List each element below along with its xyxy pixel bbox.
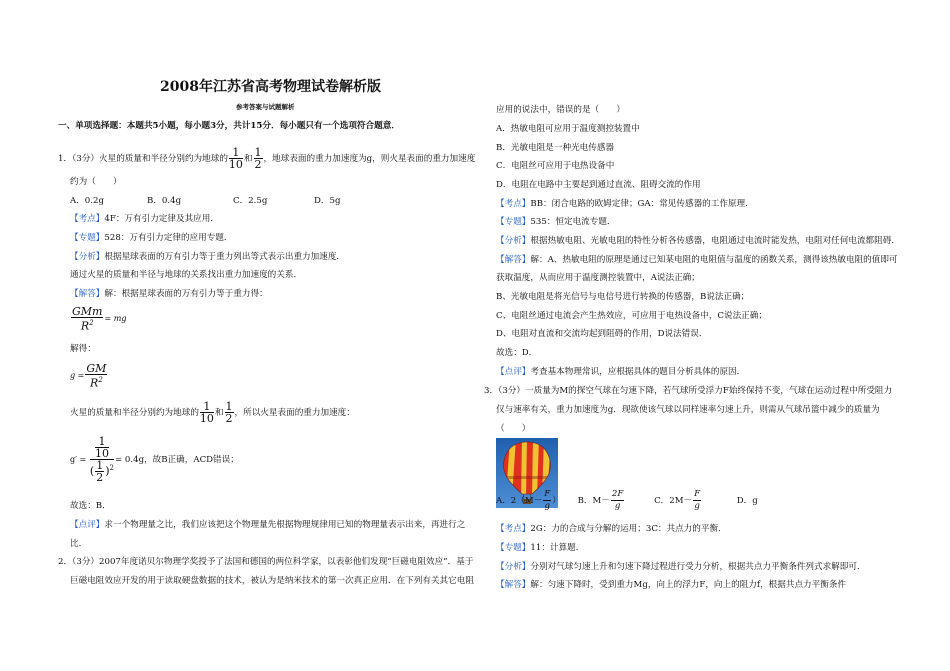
q2-kaodian: 【考点】BB：闭合电路的欧姆定律；GA：常见传感器的工作原理．	[496, 199, 754, 209]
q2-option-b: B．光敏电阻是一种光电传感器	[496, 143, 615, 153]
q2-option-d: D．电阻在电路中主要起到通过直流、阻碍交流的作用	[496, 180, 701, 190]
q3-stem-3: （ ）	[496, 424, 531, 434]
q1-option-d: D．5g	[314, 196, 341, 206]
q1-equation-2: g = $\frac{GM}{R^2}$	[70, 361, 107, 390]
q1-option-b: B．0.4g	[147, 196, 182, 206]
q2-jieda-4: C、电阻丝通过电流会产生热效应，可应用于电热设备中，C说法正确；	[496, 311, 767, 321]
q3-jieda: 【解答】解：匀速下降时，受到重力Mg，向上的浮力F，向上的阻力f，根据共点力平衡条件	[496, 580, 847, 590]
q1-mars-text: 火星的质量和半径分别约为地球的 $\frac{1}{10}$ 和 $\frac{1}{2}$ ，所以火星表面的重力加速度：	[70, 400, 355, 425]
q1-jiede: 解得：	[70, 344, 96, 354]
q3-kaodian: 【考点】2G：力的合成与分解的运用；3C：共点力的平衡．	[496, 524, 727, 534]
q3-option-d: D．g	[736, 496, 758, 506]
q2-zhuanti: 【专题】535：恒定电流专题．	[496, 217, 616, 227]
q1-stem: 1．（3分）火星的质量和半径分别约为地球的 $\frac{1}{10}$ 和 $\frac{1}{2}$ ，地球表面的重力加速度为g，则火星表面的重力加速度	[58, 146, 476, 171]
section-heading: 一、单项选择题：本题共5小题，每小题3分，共计15分．每小题只有一个选项符合题意．	[58, 121, 400, 131]
q2-jieda-2: 获取温度，从而应用于温度测控装置中，A说法正确；	[496, 273, 700, 283]
q3-stem-2: 仅与速率有关，重力加速度为g．现欲使该气球以同样速率匀速上升，则需从气球吊篮中减少的质量为	[496, 405, 880, 415]
q1-option-c: C．2.5g	[233, 196, 268, 206]
q2-option-c: C．电阻丝可应用于电热设备中	[496, 161, 615, 171]
q1-dianping: 【点评】求一个物理量之比，我们应该把这个物理量先根据物理规律用已知的物理量表示出来，再进行之	[70, 520, 466, 530]
page-title: 2008年江苏省高考物理试卷解析版	[160, 79, 381, 95]
q1-fenxi-cont: 通过火星的质量和半径与地球的关系找出重力加速度的关系．	[70, 270, 303, 280]
q3-fenxi: 【分析】分别对气球匀速上升和匀速下降过程进行受力分析，根据共点力平衡条件列式求解即可．	[496, 562, 866, 572]
q2-stem-3: 应用的说法中，错误的是（ ）	[496, 105, 625, 115]
q2-option-a: A．热敏电阻可应用于温度测控装置中	[496, 124, 640, 134]
q1-jieda: 【解答】解：根据星球表面的万有引力等于重力得：	[70, 289, 268, 299]
q3-option-c: C．2M－ $\frac{F}{g}$	[654, 489, 701, 511]
q2-stem-1: 2．（3分）2007年度诺贝尔物理学奖授予了法国和德国的两位科学家，以表彰他们发现“巨磁电阻效应”．基于	[58, 557, 474, 567]
page-subtitle: 参考答案与试题解析	[236, 103, 295, 111]
q2-jieda: 【解答】解：A、热敏电阻的原理是通过已知某电阻的电阻值与温度的函数关系，测得该热敏电阻的值即可	[496, 255, 898, 265]
q1-dianping-cont: 比．	[70, 539, 88, 549]
q1-equation-3: g′ = $\frac{1}{10}$ ( $\frac{1}{2}$ )$^2$ = 0.4g，故B正确，ACD错误；	[70, 435, 239, 484]
q1-stem-cont: 约为（ ）	[70, 177, 122, 187]
q2-fenxi: 【分析】根据热敏电阻、光敏电阻的特性分析各传感器，电阻通过电流时能发热，电阻对任何电流都阻碍．	[496, 236, 900, 246]
q3-options	[496, 486, 758, 516]
q1-kaodian: 【考点】4F：万有引力定律及其应用．	[70, 214, 219, 224]
q2-dianping: 【点评】考查基本物理常识，应根据具体的题目分析具体的原因．	[496, 367, 746, 377]
q2-jieda-3: B、光敏电阻是将光信号与电信号进行转换的传感器，B说法正确；	[496, 292, 750, 302]
q3-zhuanti: 【专题】11：计算题．	[496, 543, 585, 553]
q2-stem-2: 巨磁电阻效应开发的用于读取硬盘数据的技术，被认为是纳米技术的第一次真正应用．在下列有关其它电阻	[70, 576, 474, 586]
q2-jieda-5: D、电阻对直流和交流均起到阻碍的作用，D说法错误．	[496, 329, 708, 339]
q3-option-a: A．2（M－ $\frac{F}{g}$ ）	[496, 489, 561, 511]
q1-fenxi: 【分析】根据星球表面的万有引力等于重力列出等式表示出重力加速度．	[70, 252, 346, 262]
q3-option-b: B．M－ $\frac{2F}{g}$	[577, 489, 624, 511]
q2-gu: 故选：D．	[496, 348, 538, 358]
q1-equation-1: $\frac{\text{GMm}}{R^2}$ = mg	[72, 304, 127, 333]
q1-option-a: A．0.2g	[70, 196, 104, 206]
q1-gu: 故选：B．	[70, 501, 111, 511]
q1-zhuanti: 【专题】528：万有引力定律的应用专题．	[70, 233, 233, 243]
q3-stem-1: 3．（3分）一质量为M的探空气球在匀速下降，若气球所受浮力F始终保持不变，气球在运动过程中所受阻力	[484, 386, 893, 396]
